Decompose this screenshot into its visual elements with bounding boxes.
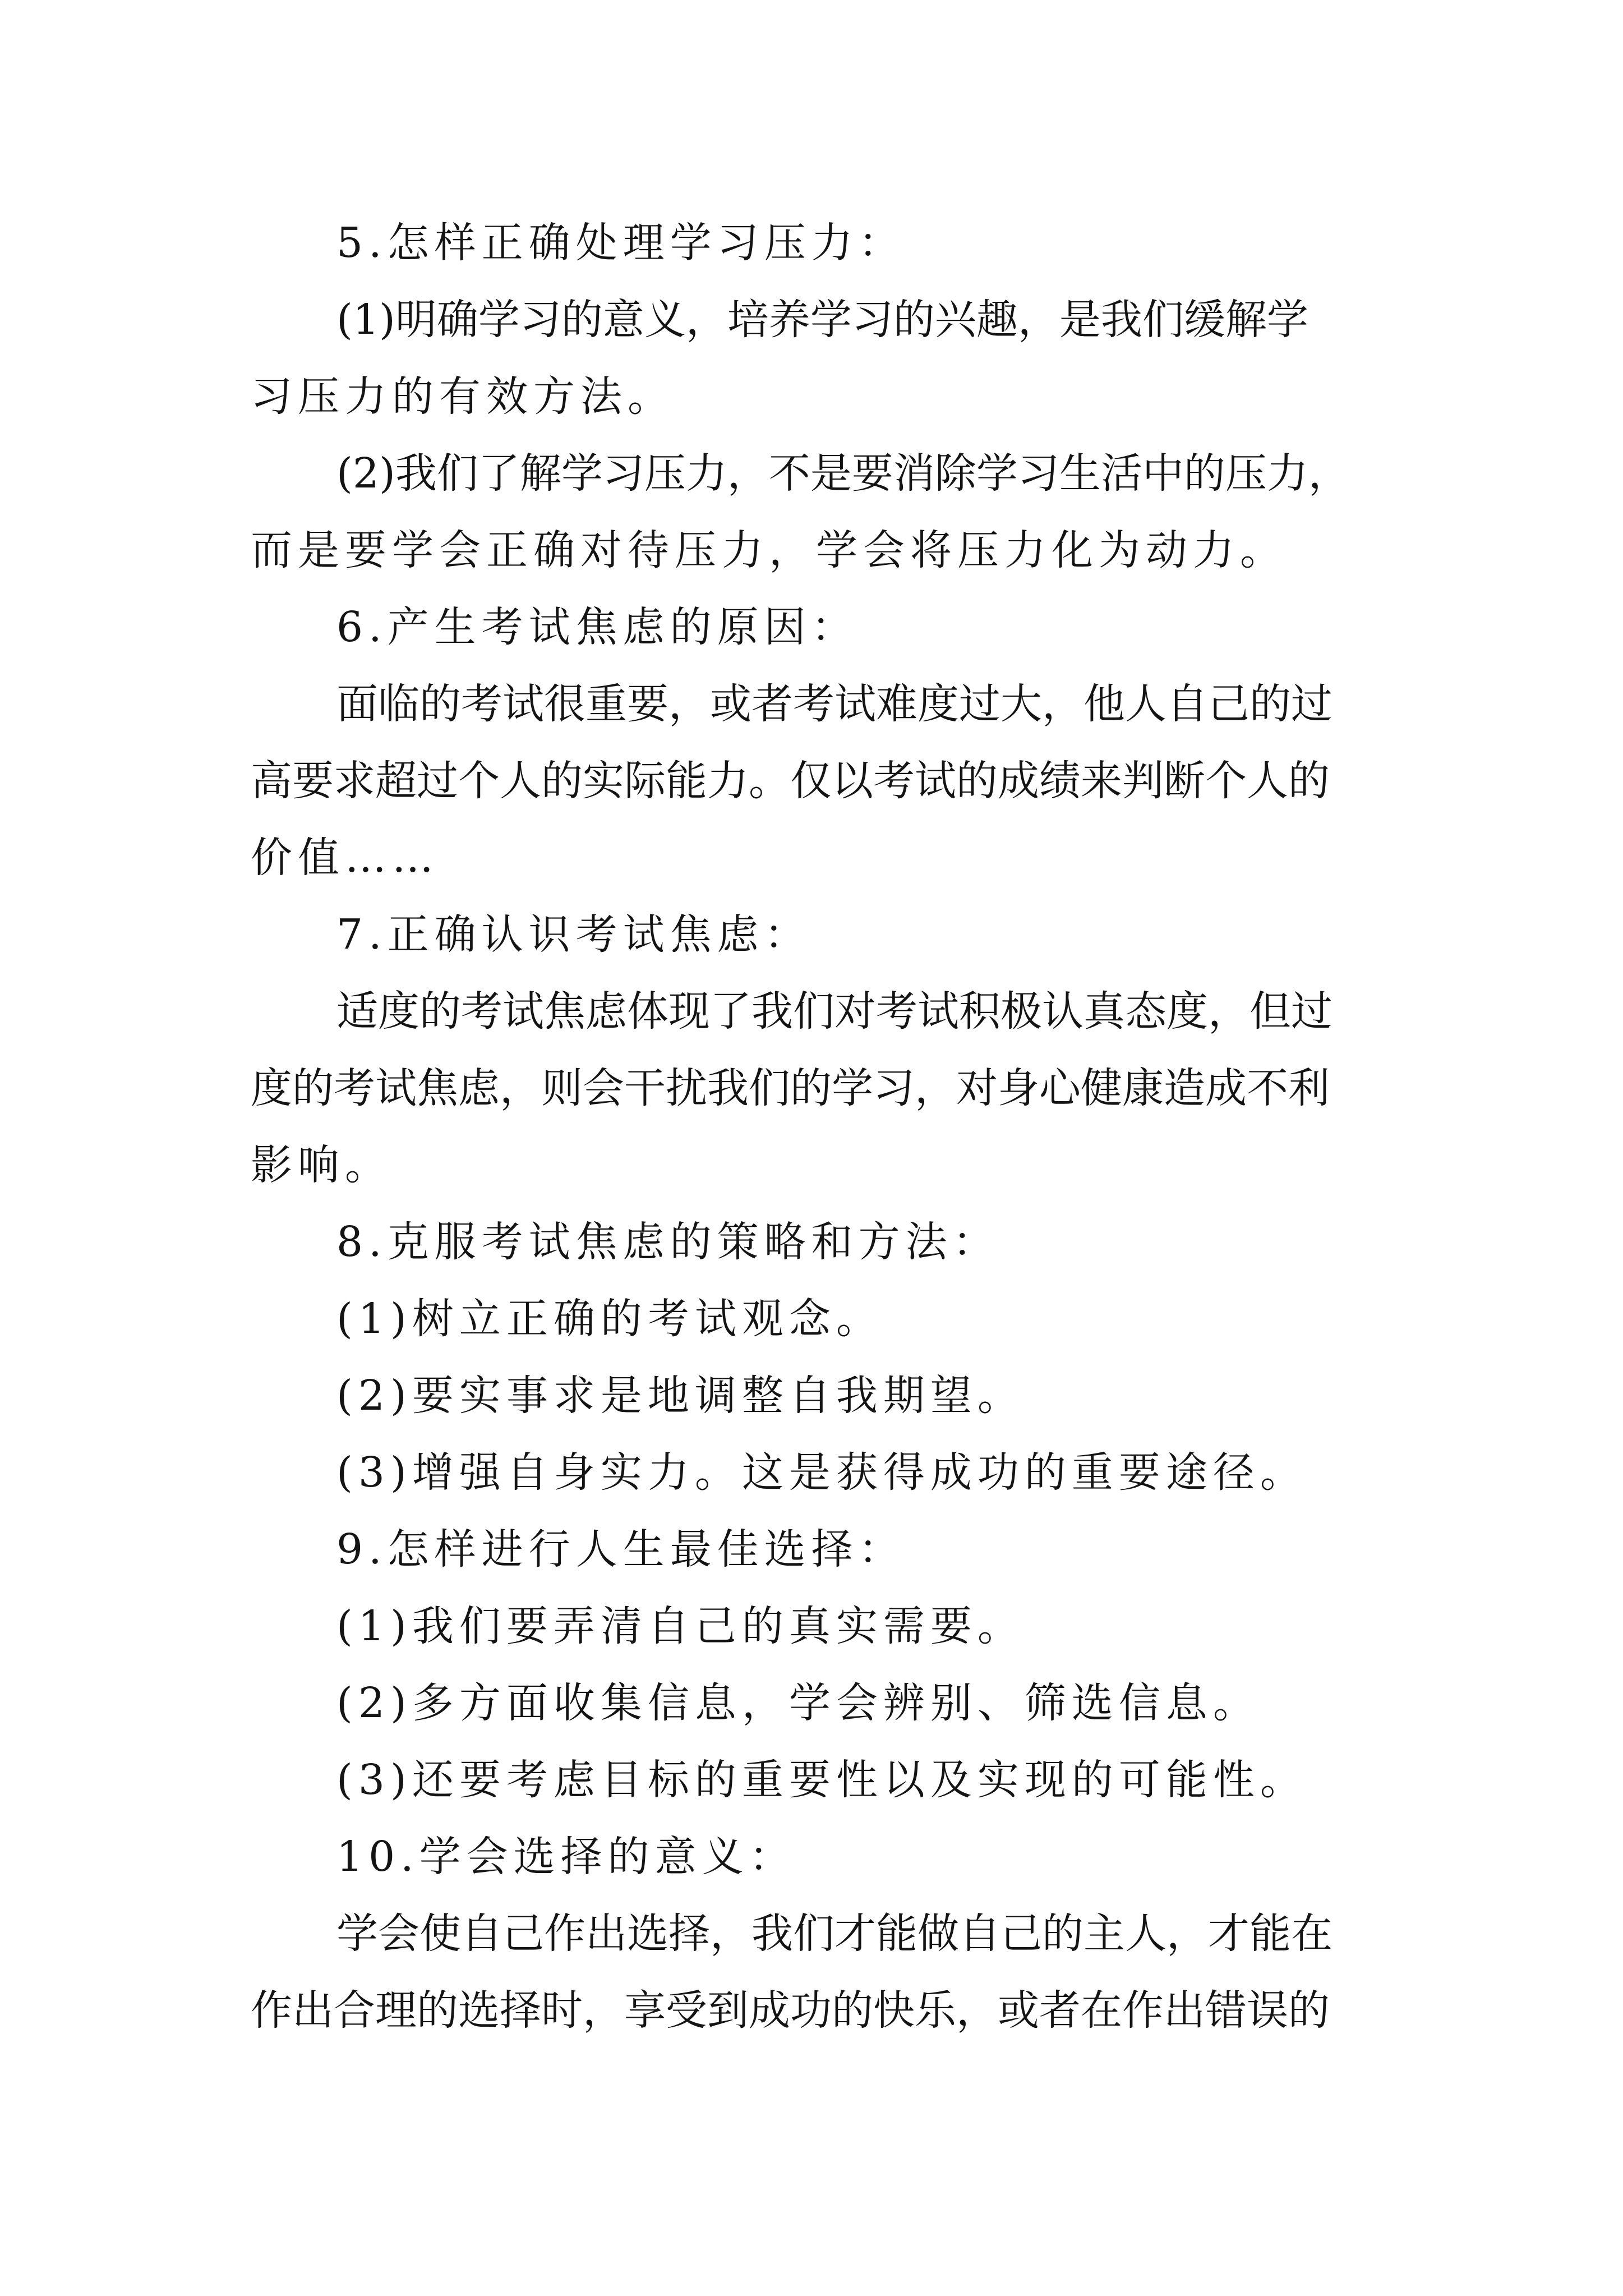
heading-8: 8.克服考试焦虑的策略和方法： bbox=[336, 1218, 1000, 1266]
list-item: (1)我们要弄清自己的真实需要。 bbox=[336, 1602, 1025, 1650]
paragraph-line: 面临的考试很重要，或者考试难度过大，他人自己的过 bbox=[336, 680, 1332, 728]
heading-10: 10.学会选择的意义： bbox=[336, 1833, 796, 1881]
paragraph-line: 习压力的有效方法。 bbox=[251, 372, 675, 421]
paragraph-line: 度的考试焦虑，则会干扰我们的学习，对身心健康造成不利 bbox=[251, 1064, 1330, 1112]
paragraph-line: 影响。 bbox=[251, 1141, 392, 1189]
paragraph-line: (2)我们了解学习压力，不是要消除学习生活中的压力， bbox=[336, 449, 1350, 498]
heading-7: 7.正确认识考试焦虑： bbox=[336, 910, 811, 959]
paragraph-line: 而是要学会正确对待压力，学会将压力化为动力。 bbox=[251, 526, 1287, 574]
list-item: (2)多方面收集信息，学会辨别、筛选信息。 bbox=[336, 1679, 1260, 1727]
heading-9: 9.怎样进行人生最佳选择： bbox=[336, 1525, 906, 1573]
list-item: (1)树立正确的考试观念。 bbox=[336, 1295, 883, 1343]
list-item: (3)还要考虑目标的重要性以及实现的可能性。 bbox=[336, 1756, 1307, 1804]
heading-6: 6.产生考试焦虑的原因： bbox=[336, 603, 859, 651]
list-item: (2)要实事求是地调整自我期望。 bbox=[336, 1372, 1025, 1420]
paragraph-line: 高要求超过个人的实际能力。仅以考试的成绩来判断个人的 bbox=[251, 757, 1330, 805]
heading-5: 5.怎样正确处理学习压力： bbox=[336, 219, 906, 267]
paragraph-line: 学会使自己作出选择，我们才能做自己的主人，才能在 bbox=[336, 1910, 1332, 1958]
paragraph-line: (1)明确学习的意义，培养学习的兴趣，是我们缓解学 bbox=[336, 296, 1308, 344]
paragraph-line: 作出合理的选择时，享受到成功的快乐，或者在作出错误的 bbox=[251, 1986, 1330, 2035]
list-item: (3)增强自身实力。这是获得成功的重要途径。 bbox=[336, 1448, 1307, 1497]
paragraph-line: 价值…… bbox=[251, 834, 439, 882]
paragraph-line: 适度的考试焦虑体现了我们对考试积极认真态度，但过 bbox=[336, 987, 1332, 1036]
